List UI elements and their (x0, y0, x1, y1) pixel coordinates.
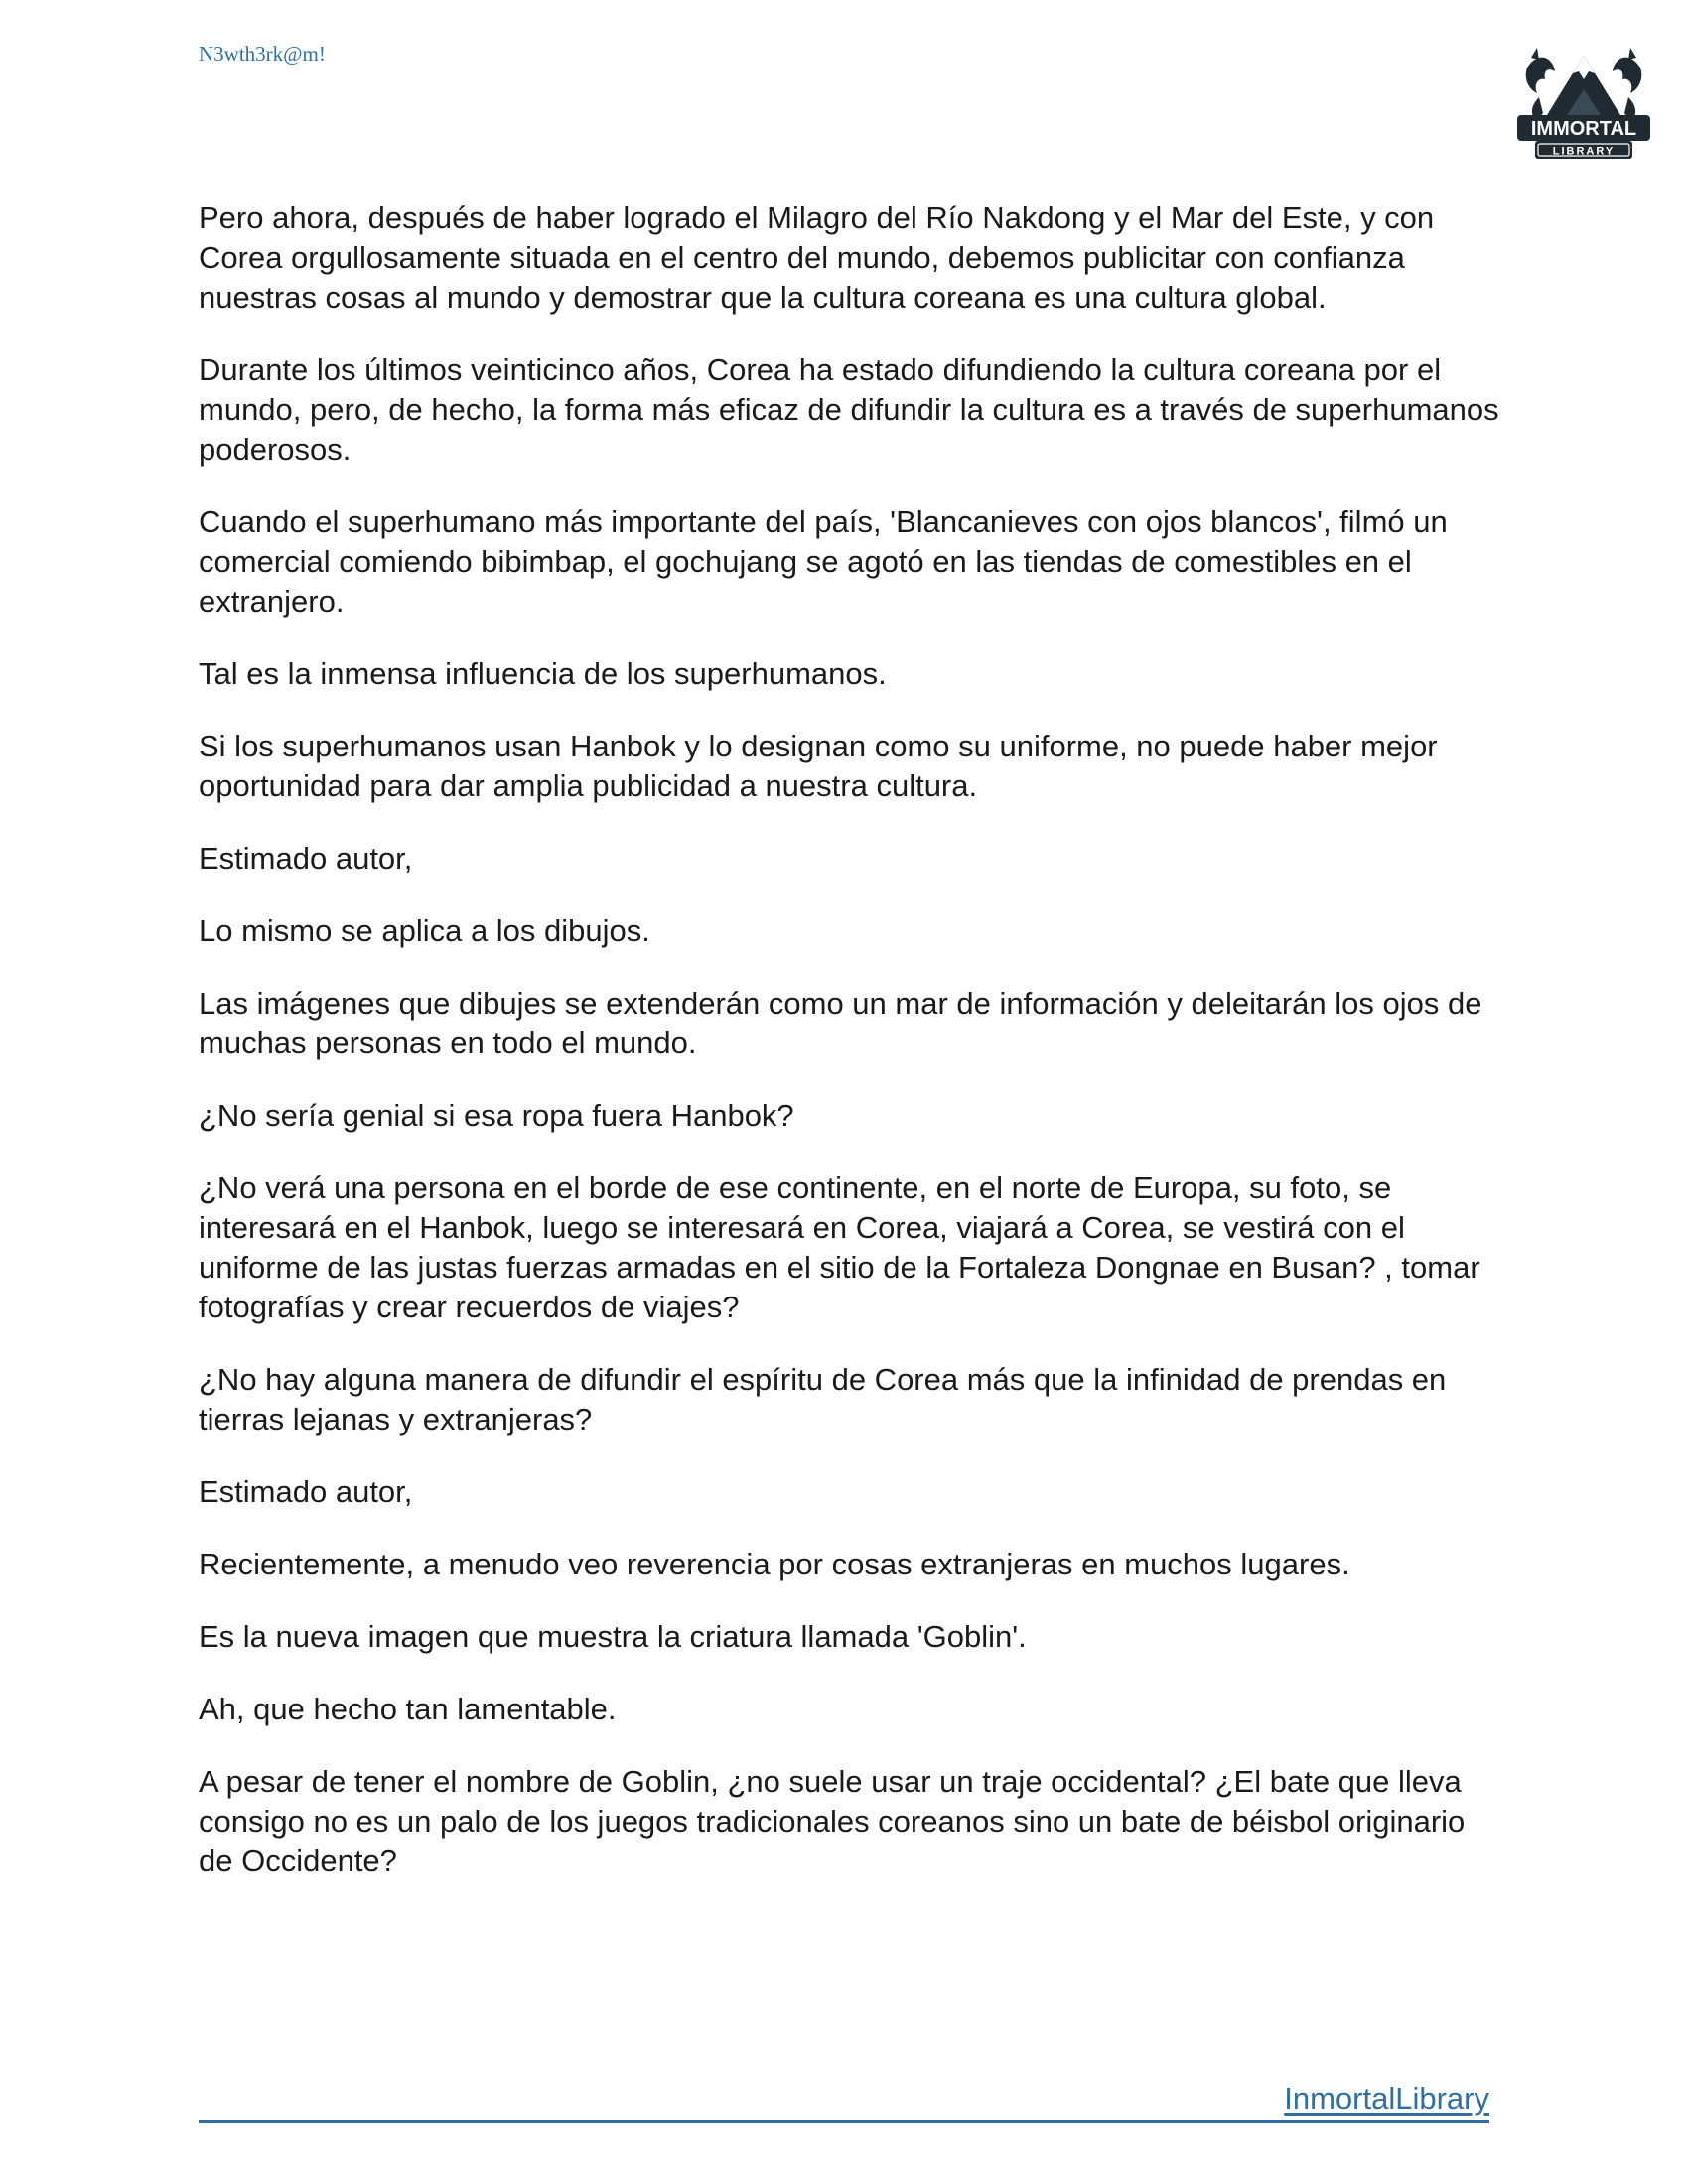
paragraph-14: Es la nueva imagen que muestra la criatura llamada 'Goblin'. (199, 1619, 1027, 1654)
paragraph-15: Ah, que hecho tan lamentable. (199, 1692, 617, 1726)
logo-emblem-icon (1509, 28, 1658, 167)
logo-line2: LIBRARY (1552, 145, 1616, 158)
paragraph-6: Estimado autor, (199, 841, 413, 876)
paragraph-7: Lo mismo se aplica a los dibujos. (199, 913, 650, 948)
paragraph-16: A pesar de tener el nombre de Goblin, ¿no suele usar un traje occidental? ¿El bate que lleva consigo no es un palo de los juegos tradicionales coreanos sino un bate de béisbol originario de Occidente? (199, 1764, 1466, 1878)
paragraph-10: ¿No verá una persona en el borde de ese continente, en el norte de Europa, su foto, se interesará en el Hanbok, luego se interesará en Corea, viajará a Corea, se vestirá con el uniforme de las justas fuerzas armadas en el sitio de la Fortaleza Dongnae en Busan? , tomar fotografías y crear recuerdos de viajes? (199, 1170, 1480, 1324)
header-tag: N3wth3rk@m! (199, 42, 326, 66)
paragraph-2: Durante los últimos veinticinco años, Corea ha estado difundiendo la cultura coreana por el mundo, pero, de hecho, la forma más eficaz de difundir la cultura es a través de superhumanos poderosos. (199, 352, 1499, 467)
footer-divider (199, 2120, 1489, 2123)
paragraph-5: Si los superhumanos usan Hanbok y lo designan como su uniforme, no puede haber mejor oportunidad para dar amplia publicidad a nuestra cultura. (199, 729, 1438, 803)
paragraph-11: ¿No hay alguna manera de difundir el espíritu de Corea más que la infinidad de prendas en tierras lejanas y extranjeras? (199, 1362, 1447, 1436)
paragraph-8: Las imágenes que dibujes se extenderán como un mar de información y deleitarán los ojos de muchas personas en todo el mundo. (199, 986, 1482, 1060)
immortal-library-logo (1509, 28, 1658, 167)
logo-line1: IMMORTAL (1530, 118, 1637, 140)
footer-library-link[interactable]: InmortalLibrary (1284, 2081, 1489, 2116)
paragraph-13: Recientemente, a menudo veo reverencia por cosas extranjeras en muchos lugares. (199, 1547, 1350, 1581)
paragraph-9: ¿No sería genial si esa ropa fuera Hanbok? (199, 1098, 794, 1133)
paragraph-1: Pero ahora, después de haber logrado el Milagro del Río Nakdong y el Mar del Este, y con Corea orgullosamente situada en el centro del mundo, debemos publicitar con confianza nuestras cosas al mundo y demostrar que la cultura coreana es una cultura global. (199, 201, 1435, 315)
paragraph-3: Cuando el superhumano más importante del país, 'Blancanieves con ojos blancos', filmó un comercial comiendo bibimbap, el gochujang se agotó en las tiendas de comestibles en el extranjero. (199, 504, 1448, 618)
paragraph-4: Tal es la inmensa influencia de los superhumanos. (199, 656, 887, 691)
paragraph-12: Estimado autor, (199, 1474, 413, 1509)
document-body (199, 199, 1499, 1914)
